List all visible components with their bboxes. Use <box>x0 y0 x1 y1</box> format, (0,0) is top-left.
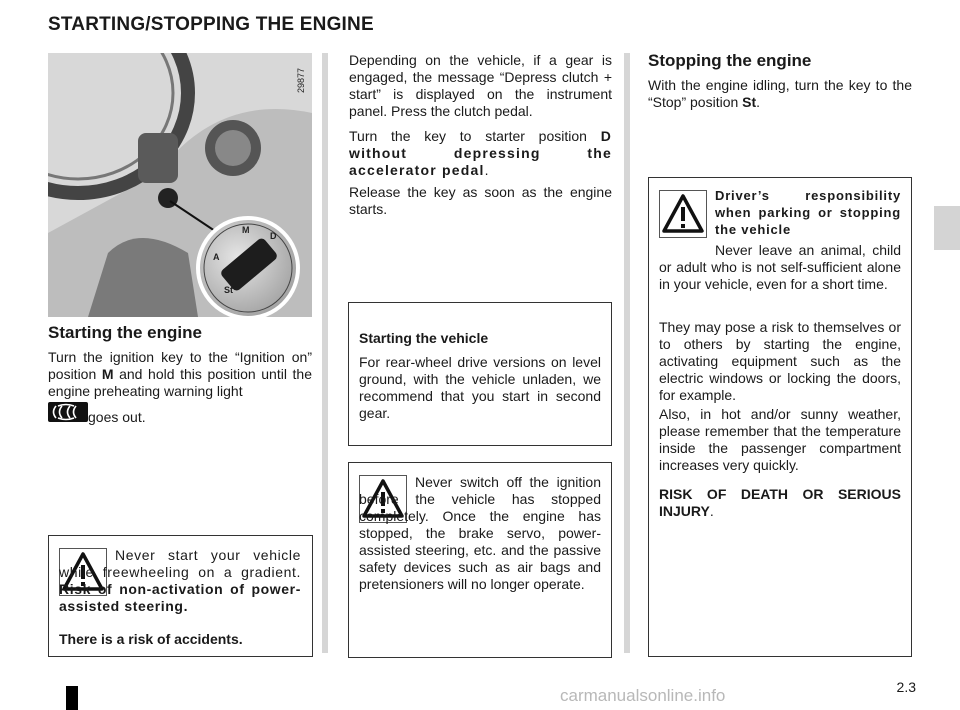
starting-heading: Starting the engine <box>48 323 202 342</box>
driver-warning-p2: They may pose a risk to themselves or to others by starting the engine, activating equipment such as the electric windows or locking the doors, for example. <box>659 319 901 403</box>
dial-label-m: M <box>242 225 250 235</box>
position-m: M <box>101 366 114 382</box>
stopping-heading: Stopping the engine <box>648 51 812 70</box>
starter-position-text <box>349 128 612 179</box>
freewheel-risk: Risk of non-activation of power-assisted steering. <box>59 581 301 614</box>
freewheel-accident <box>59 631 301 648</box>
switch-off-text: Never switch off the ignition before the vehicle has stopped completely. Once the engine has stopped, the brake servo, power-assisted steering, etc. and the passive safety devices such as air bags and pretensioners will no longer operate. <box>359 474 601 592</box>
stopping-text <box>648 77 912 111</box>
warning-box-freewheel <box>48 535 313 657</box>
risk-of-death: RISK OF DEATH OR SERIOUS INJURY <box>659 486 901 519</box>
driver-warning-p1: Never leave an animal, child or adult who is not self-sufficient alone in your vehicle, even for a short time. <box>659 242 901 292</box>
preheating-warning-icon <box>48 402 88 422</box>
section-tab <box>934 206 960 250</box>
starting-text <box>48 349 312 400</box>
ignition-illustration <box>48 53 312 317</box>
warning-box-switch-off <box>348 462 612 658</box>
starter-text-1: Turn the key to starter position <box>349 128 601 144</box>
info-box-text: For rear-wheel drive versions on level ground, with the vehicle unladen, we recommend that you start in second gear. <box>359 354 601 421</box>
column-divider-right <box>624 53 630 653</box>
page-title: STARTING/STOPPING THE ENGINE <box>48 14 374 35</box>
starter-text-2: . <box>484 162 489 178</box>
dial-label-st: St <box>224 285 233 295</box>
warning-triangle-icon <box>659 190 707 238</box>
watermark: carmanualsonline.info <box>560 686 726 705</box>
warning-box-driver-responsibility <box>648 177 912 657</box>
freewheel-text <box>59 547 301 615</box>
ignition-photo <box>48 53 312 317</box>
info-box-title: Starting the vehicle <box>359 330 489 346</box>
dial-label-a: A <box>213 252 220 262</box>
risk-suffix: . <box>709 503 714 519</box>
dial-label-d: D <box>270 231 277 241</box>
driver-warning-title: Driver’s responsibility when parking or stopping the vehicle <box>715 188 901 237</box>
release-key-text: Release the key as soon as the engine starts. <box>349 184 612 217</box>
photo-ref: 29877 <box>296 67 306 93</box>
stopping-text-2: . <box>756 94 761 110</box>
starting-text-2: and hold this position until the engine preheating warning light <box>48 366 312 399</box>
stopping-text-1: With the engine idling, turn the key to the “Stop” position <box>648 77 912 110</box>
freewheel-accident-text: There is a risk of accidents. <box>59 631 243 647</box>
starting-text-end: goes out. <box>88 409 146 425</box>
page-number: 2.3 <box>896 679 916 695</box>
driver-warning-p4 <box>659 486 901 520</box>
corner-mark <box>66 686 78 710</box>
info-box-starting-vehicle <box>348 302 612 446</box>
driver-warning-p3: Also, in hot and/or sunny weather, please remember that the temperature inside the passenger compartment increases very quickly. <box>659 406 901 473</box>
freewheel-text-1: Never start your vehicle while freewheeling on a gradient. <box>59 547 301 580</box>
clutch-message-text: Depending on the vehicle, if a gear is engaged, the message “Depress clutch + start” is displayed on the instrument panel. Press the clutch pedal. <box>349 52 612 119</box>
column-divider-left <box>322 53 328 653</box>
position-st: St <box>742 94 757 110</box>
starting-text-1: Turn the ignition key to the “Ignition on” position <box>48 349 312 382</box>
starter-position-d: D without depressing the accelerator pedal <box>349 128 612 178</box>
